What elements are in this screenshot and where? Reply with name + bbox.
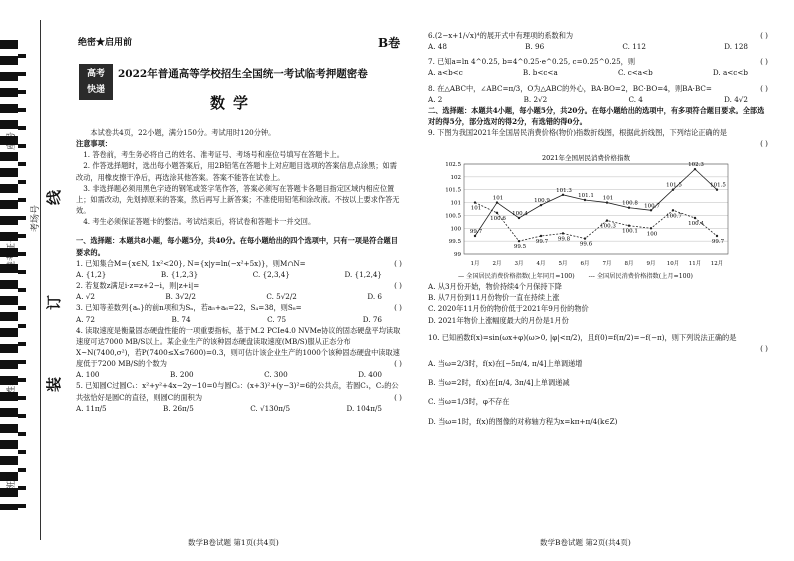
y-tick-label: 102.5 [445, 161, 461, 168]
option: A. a<b<c [428, 68, 463, 78]
option: A. 当ω=2/3时，f(x)在[−5π/4, π/4]上单调递增 [428, 359, 583, 369]
section-1-heading: 一、选择题：本题共8小题，每小题5分，共40分。在每小题给出的四个选项中，只有一项是符合题目要求的。 [76, 236, 398, 257]
x-tick-label: 12月 [710, 260, 724, 267]
question-7 [428, 56, 768, 78]
answer-paren: ( ) [394, 392, 402, 402]
data-label: 101 [602, 195, 614, 202]
footer-page-1: 数学B卷试题 第1页(共4页) [188, 538, 279, 547]
intro-text: 本试卷共4页，22小题，满分150分。考试用时120分钟。 [90, 128, 276, 137]
data-label: 101.5 [666, 182, 682, 189]
data-label: 100.3 [600, 223, 616, 230]
data-point [584, 198, 586, 200]
logo-line-1: 高考 [86, 69, 105, 79]
question-3 [76, 302, 402, 324]
notice-title: 注意事项： [76, 139, 112, 149]
label-seat: 座号 [7, 131, 17, 150]
option: A. 48 [428, 42, 447, 52]
question-1 [76, 258, 402, 280]
series-line-mom [475, 202, 717, 241]
option: D. 104π/5 [346, 403, 382, 413]
legend-dashed: --- 全国居民消费价格指数(上月=100) [588, 272, 693, 280]
legend-solid: — 全国居民消费价格指数(上年同月=100) [458, 272, 575, 280]
data-point [562, 232, 564, 234]
exam-title: 2022年普通高等学校招生全国统一考试临考押题密卷 [118, 68, 368, 80]
mark-ding: 订 [45, 294, 63, 310]
y-tick-label: 100 [450, 225, 461, 232]
option: C. c<a<b [617, 68, 653, 78]
x-tick-label: 4月 [536, 260, 546, 267]
data-point [628, 206, 630, 208]
answer-paren: ( ) [394, 303, 402, 313]
option: B. 3√2/2 [165, 292, 196, 302]
data-point [540, 234, 542, 236]
right-column [428, 30, 768, 427]
question-stem: 9. 下图为我国2021年全国居民消费价格(物价)指数折线图，根据此折线图，下列结论正确的是 [428, 128, 727, 138]
option: A. {1,2} [76, 269, 107, 279]
data-point [474, 234, 476, 236]
brand-logo [79, 64, 113, 100]
logo-line-2: 快递 [86, 85, 105, 95]
option: B. 74 [171, 314, 191, 324]
data-label: 101 [470, 205, 482, 212]
data-label: 100.1 [622, 228, 638, 235]
x-tick-label: 10月 [666, 260, 680, 267]
paper-type: B卷 [378, 36, 401, 50]
data-point [716, 234, 718, 236]
data-point [672, 188, 674, 190]
data-label: 100.8 [622, 200, 638, 207]
option: C. {2,3,4} [252, 269, 290, 279]
question-stem: 10. 已知函数f(x)=sin(ωx+φ)(ω>0, |φ|<π/2)，且f(0)=f(π/2)=−f(−π)，则下列说法正确的是 [428, 332, 737, 342]
question-10 [428, 332, 768, 427]
answer-paren: ( ) [394, 258, 402, 268]
notice-item: 2. 作答选择题时，选出每小题答案后，用2B铅笔在答题卡上对应题目选项的答案信息点涂黑；如需改动，用橡皮擦干净后，再选涂其他答案。答案不能答在试卷上。 [76, 161, 397, 182]
data-point [606, 219, 608, 221]
data-label: 101.1 [578, 192, 594, 199]
data-point [672, 209, 674, 211]
y-tick-label: 101.5 [445, 187, 461, 194]
y-tick-label: 101 [450, 200, 461, 207]
data-point [496, 201, 498, 203]
x-tick-label: 6月 [580, 260, 590, 267]
option: A. 72 [76, 314, 95, 324]
option: C. √130π/5 [250, 403, 291, 413]
question-2 [76, 280, 402, 302]
data-point [716, 188, 718, 190]
y-tick-label: 99 [454, 251, 461, 258]
subject-title: 数学 [210, 94, 257, 112]
answer-paren: ( ) [394, 281, 402, 291]
data-point [650, 209, 652, 211]
option: A. 2 [428, 94, 443, 104]
data-label: 99.5 [513, 243, 527, 250]
data-label: 100.4 [688, 220, 704, 227]
data-point [562, 193, 564, 195]
option: D. {1,2,4} [344, 269, 382, 279]
question-stem: 3. 已知等差数列{aₙ}的前n项和为Sₙ，若a₅+a₆=22，S₄=38，则S₈= [76, 303, 302, 313]
answer-paren: ( ) [760, 343, 768, 353]
y-tick-label: 99.5 [448, 238, 461, 245]
data-point [694, 216, 696, 218]
cpi-chart-svg [436, 152, 736, 270]
option: C. 75 [267, 314, 287, 324]
option: B. 当ω=2时，f(x)在[π/4, 3π/4]上单调递减 [428, 378, 570, 388]
binding-line [40, 20, 41, 540]
mark-zhuang: 装 [45, 376, 63, 392]
question-9 [428, 127, 768, 326]
data-label: 100.7 [644, 202, 660, 209]
answer-paren: ( ) [760, 31, 768, 40]
question-stem: 7. 已知a=ln 4^0.25, b=4^0.25·e^0.25, c=0.25^0.25，则 [428, 57, 636, 67]
x-tick-label: 11月 [688, 260, 702, 267]
question-stem: 8. 在△ABC中，∠ABC=π/3，O为△ABC的外心，BA·BO=2，BC·BO=4，则BA·BC= [428, 83, 712, 93]
y-tick-label: 100.5 [445, 212, 461, 219]
question-stem: 5. 已知圆C过圆C₁：x²+y²+4x−2y−10=0与圆C₂：(x+3)²+(y−3)²=6的公共点，若圆C₁，C₂的公共弦恰好是圆C的直径，则圆C的面积为 [76, 381, 399, 402]
option: B. 26π/5 [163, 403, 194, 413]
data-point [650, 227, 652, 229]
answer-paren: ( ) [760, 139, 768, 149]
left-column [76, 127, 402, 414]
question-stem: 1. 已知集合M={x∈N, 1x²<20}, N={x|y=ln(−x²+5x)}，则M∩N= [76, 258, 306, 268]
answer-paren: ( ) [760, 57, 768, 67]
data-label: 100.4 [512, 210, 528, 217]
data-point [540, 204, 542, 206]
label-name: 姓名 [7, 376, 17, 395]
data-label: 99.7 [711, 238, 725, 245]
question-6 [428, 30, 768, 52]
tear-off-pattern-inner [18, 40, 26, 510]
footer-page-2: 数学B卷试题 第2页(共4页) [540, 538, 631, 547]
chart-title: 2021年全国居民消费价格指数 [541, 153, 631, 162]
data-point [518, 240, 520, 242]
data-label: 99.6 [579, 241, 593, 248]
notice-item: 4. 考生必须保证答题卡的整洁。考试结束后，将试卷和答题卡一并交回。 [83, 217, 316, 227]
x-tick-label: 8月 [624, 260, 634, 267]
legend-dashed-label: 全国居民消费价格指数(上月=100) [596, 272, 693, 280]
option: C. 112 [622, 42, 646, 52]
option: A. 11π/5 [76, 403, 107, 413]
label-exam-id: 准考证号 [7, 233, 17, 270]
notice-item: 1. 答卷前，考生务必将自己的姓名、准考证号、考场号和座位号填写在答题卡上。 [83, 150, 344, 160]
option: B. 2√2 [523, 94, 548, 104]
question-stem: 6.(2−x+1/√x)⁴的展开式中有理项的系数和为 [428, 31, 574, 40]
question-stem: 2. 若复数z满足i·z=z+2−i，则|z+i|= [76, 281, 200, 291]
data-label: 102.3 [688, 161, 704, 168]
notice-item: 3. 非选择题必须用黑色字迹的钢笔或签字笔作答，答案必须写在答题卡各题目指定区域内相应位置上；如需改动，先划掉原来的答案，然后再写上新答案；不准使用铅笔和涂改液。不按以上要求作答无效。 [76, 183, 400, 216]
x-tick-label: 2月 [492, 260, 502, 267]
binding-strip [0, 0, 62, 561]
data-point [694, 168, 696, 170]
x-tick-label: 7月 [602, 260, 612, 267]
data-label: 99.7 [535, 238, 549, 245]
option: B. 200 [170, 370, 194, 380]
option: C. 4 [628, 94, 643, 104]
option: B. b<c<a [522, 68, 558, 78]
option: D. 400 [358, 370, 382, 380]
data-label: 99.8 [557, 235, 571, 242]
data-label: 100.9 [534, 197, 550, 204]
question-5 [76, 380, 402, 413]
x-tick-label: 1月 [470, 260, 480, 267]
answer-paren: ( ) [760, 83, 768, 93]
answer-paren: ( ) [394, 359, 402, 369]
option: A. 100 [76, 370, 100, 380]
x-tick-label: 9月 [646, 260, 656, 267]
question-stem: 4. 读取速度是衡量固态硬盘性能的一项重要指标，基于M.2 PCIe4.0 NVMe协议的固态硬盘平均读取速度可达7000 MB/S以上。某企业生产的该种固态硬盘读取速度(MB/S)服从正态分布X~N(7400,σ²)，若P(7400≤X≤7600)=0.3，则可估计该企业生产的1000个该种固态硬盘中读取速度低于7200 MB/S的个数为 [76, 325, 401, 369]
option: D. 2021年物价上涨幅度最大的月份是1月份 [428, 315, 569, 325]
option: D. 76 [362, 314, 382, 324]
data-point [628, 224, 630, 226]
data-label: 101.3 [556, 187, 572, 194]
option: C. 2020年11月份的物价低于2021年9月份的物价 [428, 304, 589, 314]
section-2-heading: 二、选择题：本题共4小题，每小题5分，共20分。在每小题给出的选项中，有多项符合题目要求。全部选对的得5分，部分选对的得2分，有选错的得0分。 [428, 105, 765, 127]
label-room: 考场号 [31, 204, 41, 232]
option: B. 96 [525, 42, 545, 52]
data-label: 100 [646, 230, 658, 237]
option: A. 从3月份开始，物价持续4个月保持下降 [428, 282, 562, 292]
cpi-chart [436, 152, 736, 270]
option: D. 当ω=1时，f(x)的图像的对称轴方程为x=kπ+π/4(k∈Z) [428, 416, 618, 426]
data-label: 100.6 [490, 215, 506, 222]
option: C. 当ω=1/3时，φ不存在 [428, 397, 510, 407]
option: D. 6 [367, 292, 382, 302]
option: B. 从7月份到11月份物价一直在持续上涨 [428, 293, 560, 303]
y-tick-label: 102 [450, 174, 461, 181]
data-point [496, 211, 498, 213]
option: A. √2 [76, 292, 95, 302]
option: D. 4√2 [724, 94, 748, 104]
plot-frame [464, 161, 728, 254]
secret-label: 绝密★启用前 [78, 38, 133, 48]
legend-solid-label: 全国居民消费价格指数(上年同月=100) [466, 272, 575, 280]
label-class: 班级 [7, 471, 17, 490]
question-4 [76, 325, 402, 381]
data-label: 101 [492, 195, 504, 202]
option: B. {1,2,3} [160, 269, 199, 279]
data-label: 100.7 [666, 212, 682, 219]
option: D. 128 [724, 42, 748, 52]
x-tick-label: 5月 [558, 260, 568, 267]
mark-xian: 线 [45, 189, 63, 205]
data-label: 101.5 [710, 182, 726, 189]
data-label: 99.7 [469, 228, 483, 235]
data-point [584, 237, 586, 239]
option: C. 300 [264, 370, 288, 380]
tear-off-pattern [0, 40, 18, 510]
data-point [518, 216, 520, 218]
question-8 [428, 83, 768, 105]
option: D. a<c<b [712, 68, 748, 78]
data-point [474, 201, 476, 203]
x-tick-label: 3月 [514, 260, 524, 267]
option: C. 5√2/2 [266, 292, 297, 302]
data-point [606, 201, 608, 203]
chart-legend [458, 272, 768, 282]
